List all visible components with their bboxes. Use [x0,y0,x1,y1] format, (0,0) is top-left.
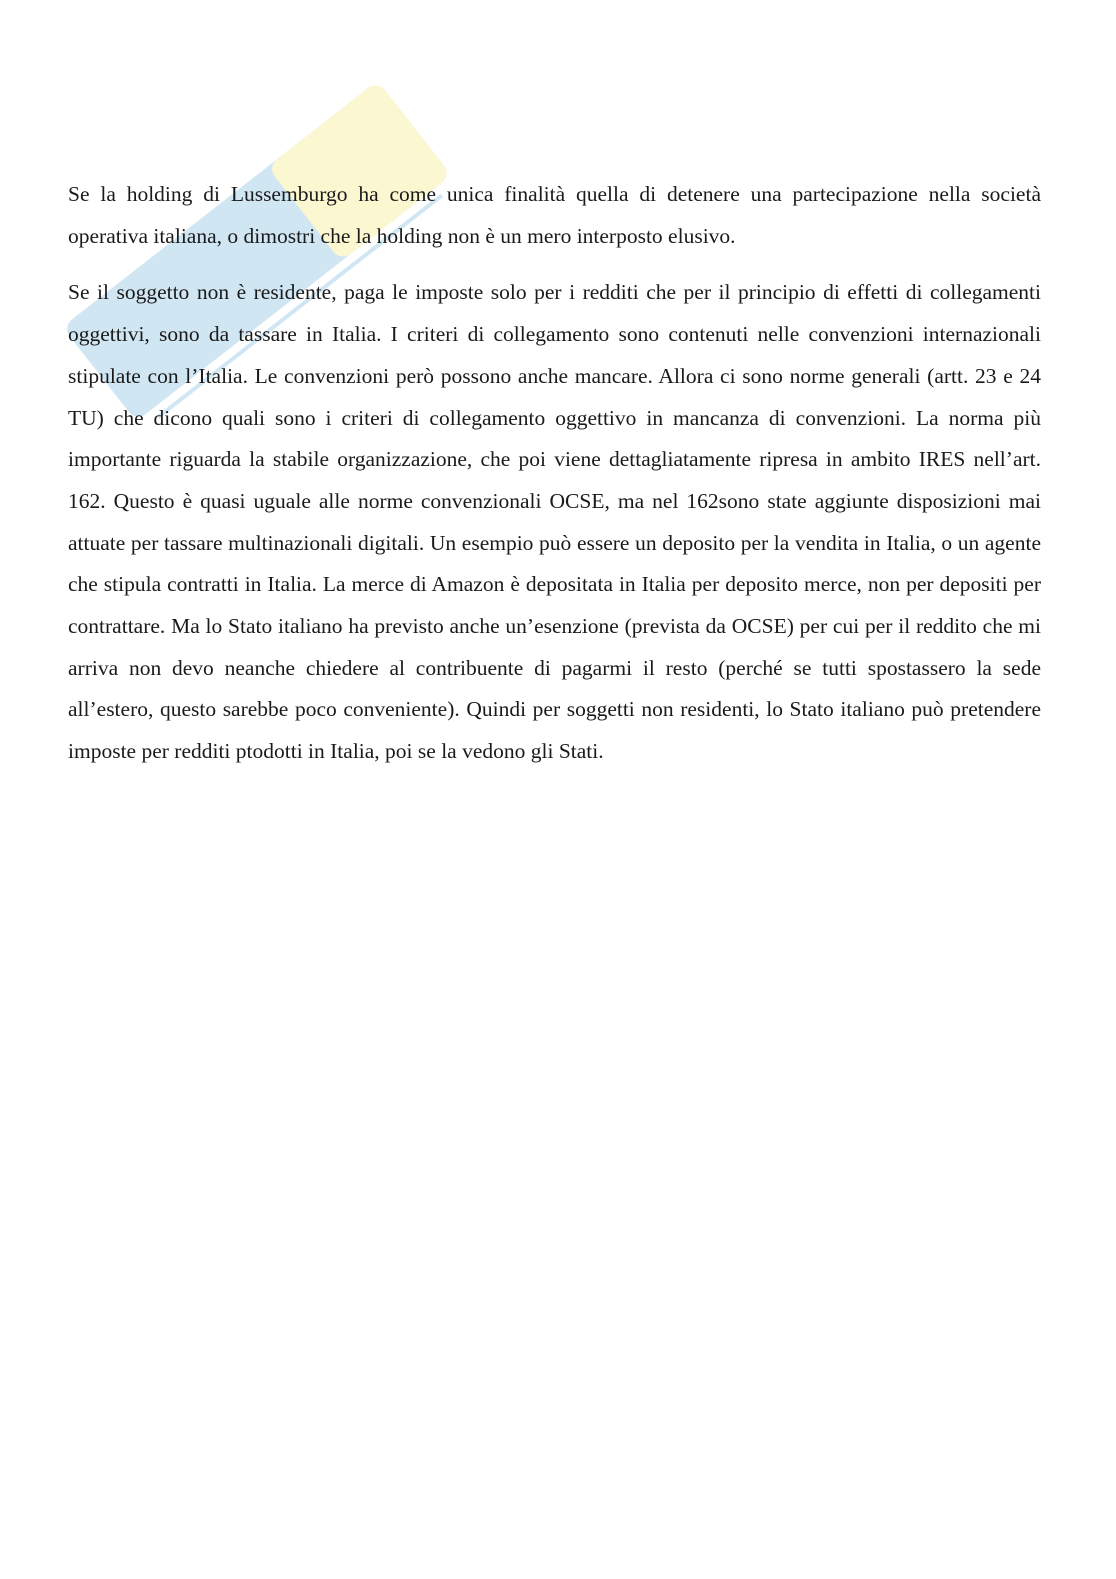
paragraph-2: Se il soggetto non è residente, paga le imposte solo per i redditi che per il principio di effetti di collegamenti oggettivi, sono da tassare in Italia. I criteri di collegamento sono contenuti nelle convenzioni internazionali stipulate con l’Italia. Le convenzioni però possono anche mancare. Allora ci sono norme generali (artt. 23 e 24 TU) che dicono quali sono i criteri di collegamento oggettivo in mancanza di convenzioni. La norma più importante riguarda la stabile organizzazione, che poi viene dettagliatamente ripresa in ambito IRES nell’art. 162. Questo è quasi uguale alle norme convenzionali OCSE, ma nel 162sono state aggiunte disposizioni mai attuate per tassare multinazionali digitali. Un esempio può essere un deposito per la vendita in Italia, o un agente che stipula contratti in Italia. La merce di Amazon è depositata in Italia per deposito merce, non per depositi per contrattare. Ma lo Stato italiano ha previsto anche un’esenzione (prevista da OCSE) per cui per il reddito che mi arriva non devo neanche chiedere al contribuente di pagarmi il resto (perché se tutti spostassero la sede all’estero, questo sarebbe poco conveniente). Quindi per soggetti non residenti, lo Stato italiano può pretendere imposte per redditi ptodotti in Italia, poi se la vedono gli Stati. [68,280,1041,764]
document-body [68,174,1041,788]
paragraph-1: Se la holding di Lussemburgo ha come unica finalità quella di detenere una partecipazione nella società operativa italiana, o dimostri che la holding non è un mero interposto elusivo. [68,182,1041,248]
